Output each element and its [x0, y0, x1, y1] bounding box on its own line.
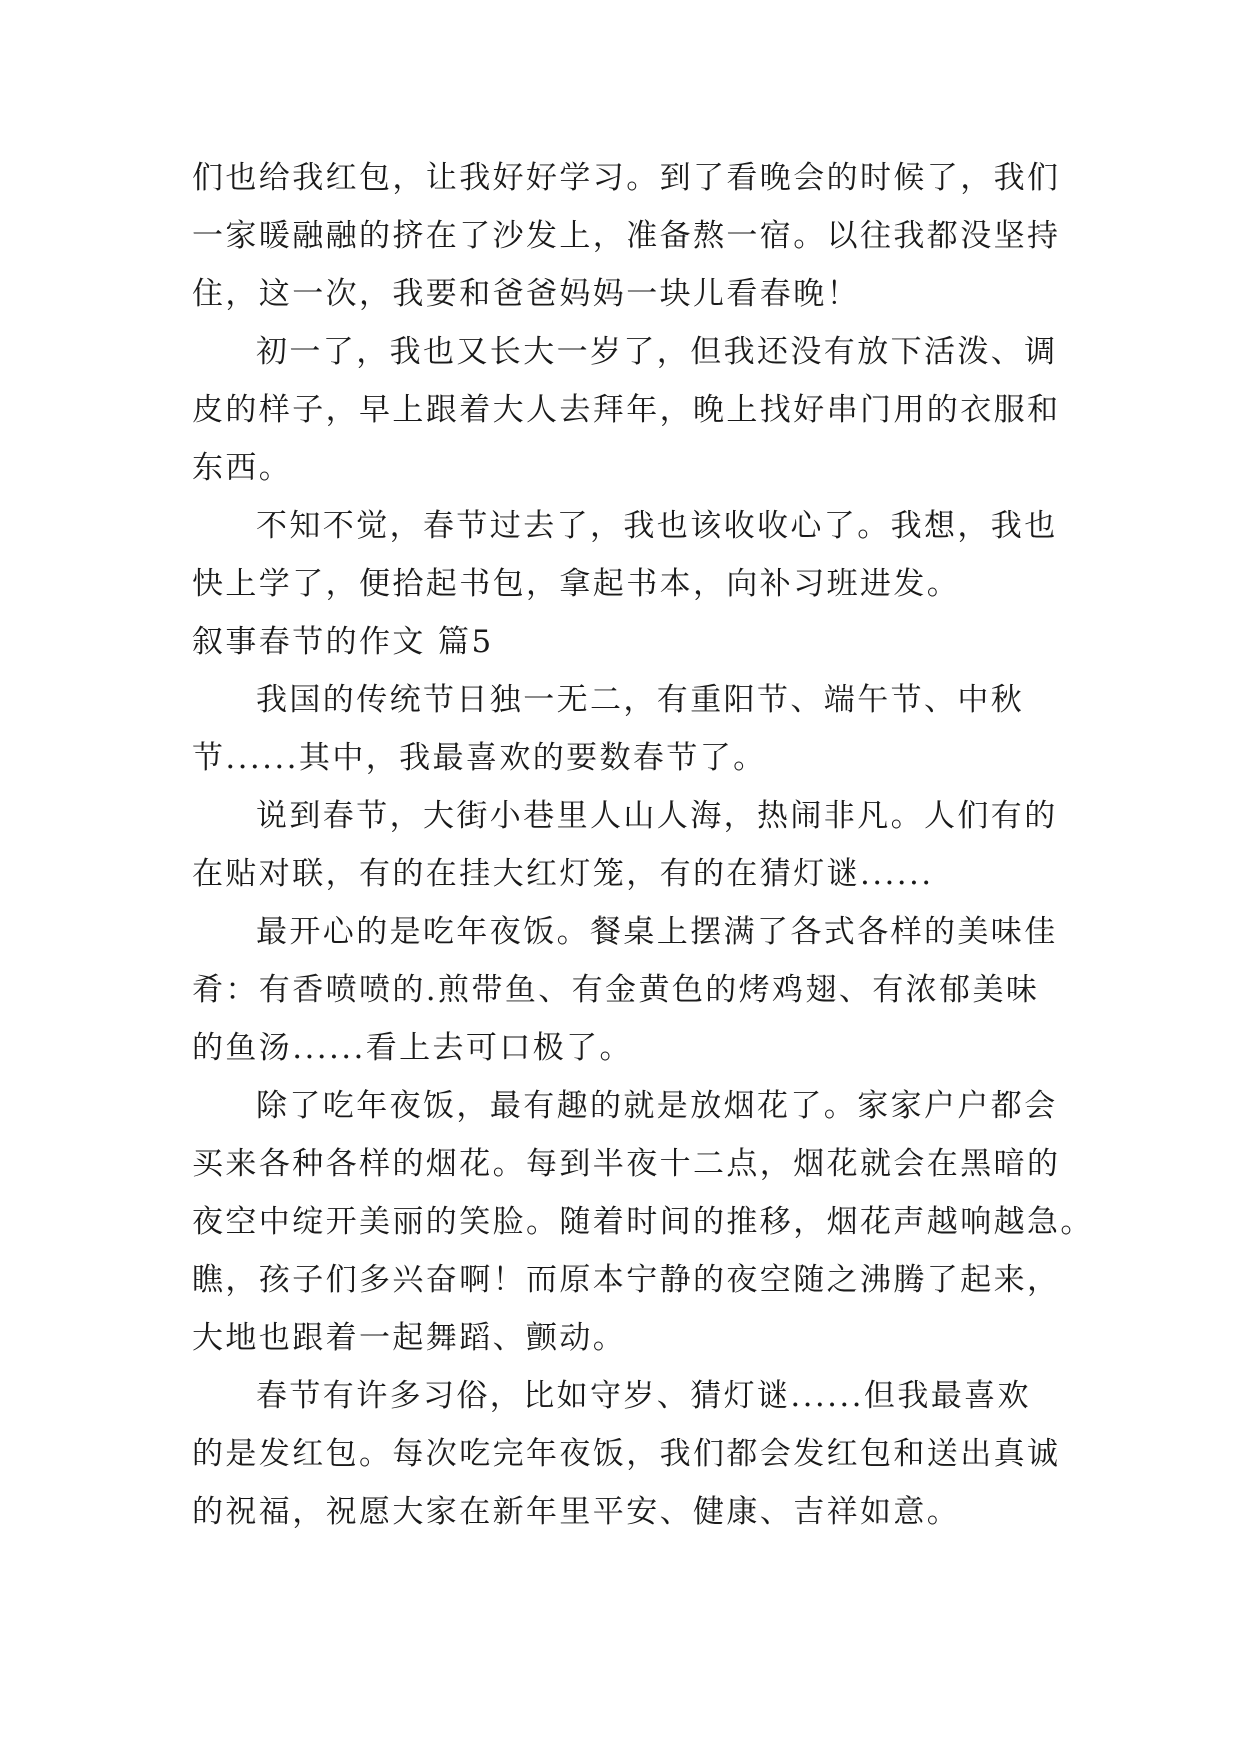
text-line: 们也给我红包，让我好好学习。到了看晚会的时候了，我们: [192, 160, 1061, 196]
text-line: 大地也跟着一起舞蹈、颤动。: [192, 1320, 627, 1356]
text-line: 一家暖融融的挤在了沙发上，准备熬一宿。以往我都没坚持: [192, 218, 1061, 254]
paragraph-first-line: 说到春节，大街小巷里人山人海，热闹非凡。人们有的: [256, 798, 1058, 834]
paragraph-first-line: 除了吃年夜饭，最有趣的就是放烟花了。家家户户都会: [256, 1088, 1058, 1124]
text-line: 节......其中，我最喜欢的要数春节了。: [192, 740, 767, 776]
paragraph-first-line: 初一了，我也又长大一岁了，但我还没有放下活泼、调: [256, 334, 1058, 370]
text-line: 夜空中绽开美丽的笑脸。随着时间的推移，烟花声越响越急。: [192, 1204, 1094, 1240]
text-line: 住，这一次，我要和爸爸妈妈一块儿看春晚！: [192, 276, 860, 312]
section-heading: 叙事春节的作文 篇5: [192, 624, 494, 660]
paragraph-first-line: 最开心的是吃年夜饭。餐桌上摆满了各式各样的美味佳: [256, 914, 1058, 950]
text-line: 的祝福，祝愿大家在新年里平安、健康、吉祥如意。: [192, 1494, 961, 1530]
text-line: 皮的样子，早上跟着大人去拜年，晚上找好串门用的衣服和: [192, 392, 1061, 428]
text-line: 买来各种各样的烟花。每到半夜十二点，烟花就会在黑暗的: [192, 1146, 1061, 1182]
text-line: 在贴对联，有的在挂大红灯笼，有的在猜灯谜......: [192, 856, 934, 892]
paragraph-first-line: 不知不觉，春节过去了，我也该收收心了。我想，我也: [256, 508, 1058, 544]
text-line: 东西。: [192, 450, 293, 486]
text-line: 瞧，孩子们多兴奋啊！而原本宁静的夜空随之沸腾了起来，: [192, 1262, 1061, 1298]
text-line: 快上学了，便拾起书包，拿起书本，向补习班进发。: [192, 566, 961, 602]
paragraph-first-line: 春节有许多习俗，比如守岁、猜灯谜......但我最喜欢: [256, 1378, 1031, 1414]
text-line: 肴：有香喷喷的.煎带鱼、有金黄色的烤鸡翅、有浓郁美味: [192, 972, 1040, 1008]
text-line: 的是发红包。每次吃完年夜饭，我们都会发红包和送出真诚: [192, 1436, 1061, 1472]
text-line: 的鱼汤......看上去可口极了。: [192, 1030, 633, 1066]
paragraph-first-line: 我国的传统节日独一无二，有重阳节、端午节、中秋: [256, 682, 1025, 718]
